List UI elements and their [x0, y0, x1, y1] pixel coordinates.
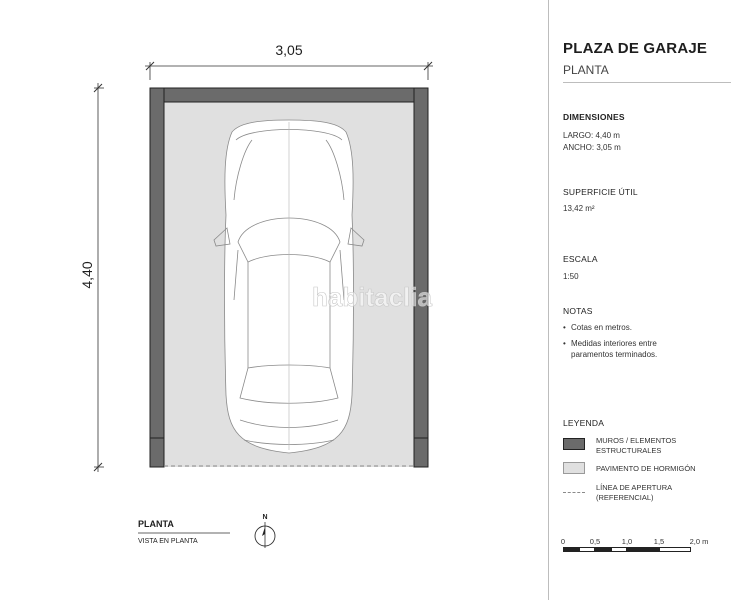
note-item: • Medidas interiores entre paramentos terminados.: [563, 339, 658, 359]
scale-segment: [659, 547, 691, 552]
scale-segment: [563, 547, 579, 552]
legend-label-floor: PAVIMENTO DE HORMIGÓN: [596, 464, 696, 473]
panel-subtitle: PLANTA: [563, 63, 609, 77]
legend-swatch-walls: [563, 438, 585, 450]
view-subtitle: VISTA EN PLANTA: [138, 538, 198, 545]
scale-tick-label: 0,5: [589, 537, 601, 546]
legend-heading: LEYENDA: [563, 418, 605, 428]
area-heading: SUPERFICIE ÚTIL: [563, 187, 638, 197]
dimension-width-label: 3,05: [275, 42, 303, 58]
title-block: [548, 0, 750, 600]
north-arrow-icon: [255, 514, 275, 548]
view-title: PLANTA: [138, 519, 174, 529]
dimension-width: [145, 42, 433, 80]
wall-top: [150, 88, 428, 102]
wall-stub-right: [414, 438, 428, 467]
scale-tick-label: 2,0 m: [689, 537, 709, 546]
scale-tick-label: 1,0: [621, 537, 633, 546]
legend-swatch-opening: [563, 492, 585, 493]
dimensions-heading: DIMENSIONES: [563, 112, 625, 122]
note-text: Medidas interiores entre paramentos terminados.: [571, 339, 658, 359]
panel-divider: [563, 82, 731, 83]
wall-left: [150, 88, 164, 467]
scale-value: 1:50: [563, 272, 579, 281]
watermark: habitaclia: [312, 282, 432, 312]
dimension-length: [79, 83, 104, 472]
legend-label-walls: MUROS / ELEMENTOS ESTRUCTURALES: [596, 436, 677, 455]
scale-segment: [611, 547, 627, 552]
dimension-length-label: 4,40: [79, 261, 95, 289]
scale-segment: [579, 547, 595, 552]
area-value: 13,42 m²: [563, 204, 595, 213]
scale-segment: [627, 547, 659, 552]
legend-swatch-floor: [563, 462, 585, 474]
scale-heading: ESCALA: [563, 254, 598, 264]
legend-label-opening: LÍNEA DE APERTURA (REFERENCIAL): [596, 483, 672, 502]
note-text: Cotas en metros.: [571, 323, 632, 332]
panel-title: PLAZA DE GARAJE: [563, 40, 708, 57]
north-label: N: [262, 514, 268, 521]
scale-tick-label: 0: [560, 537, 566, 546]
wall-right: [414, 88, 428, 467]
dimensions-length: LARGO: 4,40 m: [563, 131, 620, 140]
notes-heading: NOTAS: [563, 306, 593, 316]
scale-segment: [595, 547, 611, 552]
scale-tick-label: 1,5: [653, 537, 665, 546]
dimensions-width: ANCHO: 3,05 m: [563, 143, 621, 152]
wall-stub-left: [150, 438, 164, 467]
note-item: • Cotas en metros.: [563, 323, 632, 332]
